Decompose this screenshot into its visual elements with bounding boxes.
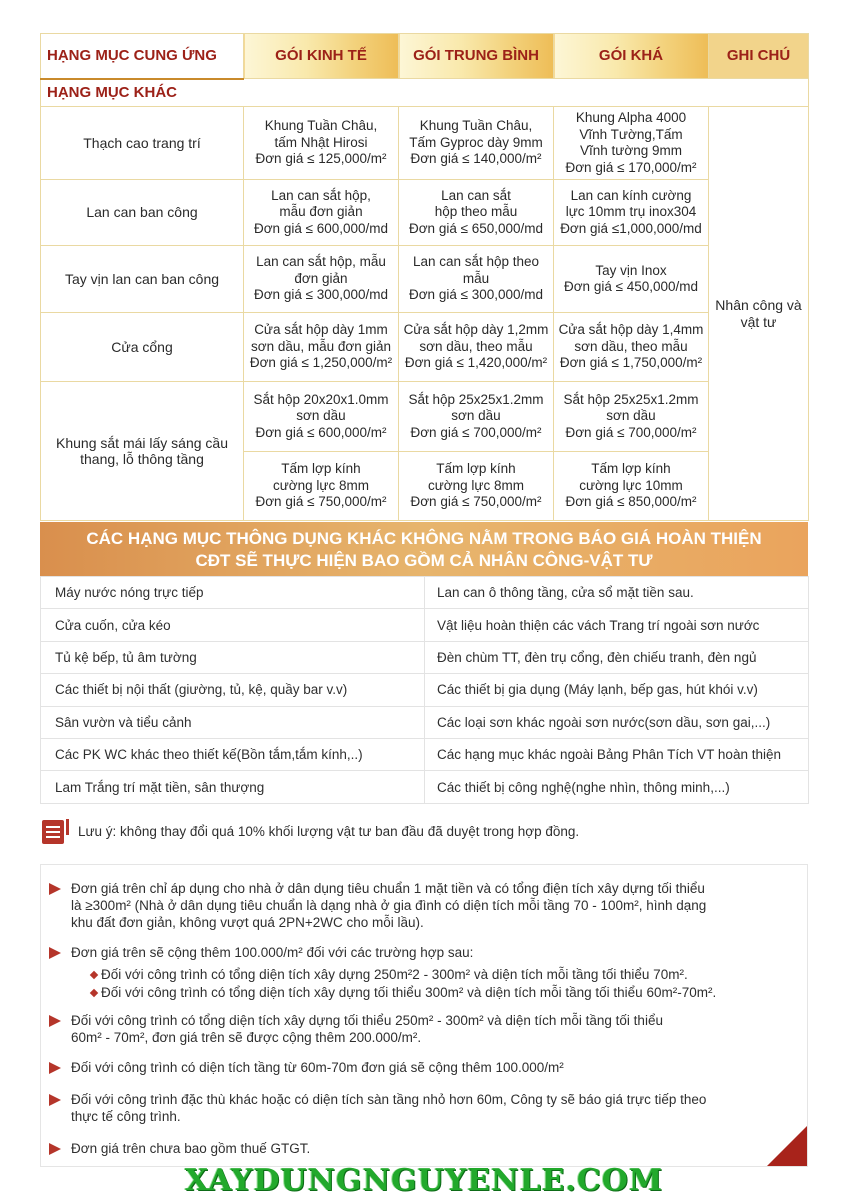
cell-economy: Khung Tuần Châu, tấm Nhật Hirosi Đơn giá ≤ 125,000/m² — [244, 107, 399, 180]
arrow-bullet-icon — [49, 883, 61, 895]
cell-good: Lan can kính cường lực 10mm trụ inox304 Đơn giá ≤1,000,000/md — [554, 180, 709, 246]
table-row — [41, 246, 809, 313]
list-item: Vật liệu hoàn thiện các vách Trang trí ngoài sơn nước — [425, 609, 809, 641]
row-category: Lan can ban công — [41, 180, 244, 246]
note-cell: Nhân công và vật tư — [709, 107, 809, 521]
note-text: Lưu ý: không thay đổi quá 10% khối lượng vật tư ban đầu đã duyệt trong hợp đồng. — [78, 823, 580, 839]
list-item: Máy nước nóng trực tiếp — [41, 577, 425, 609]
diamond-bullet-icon — [90, 989, 98, 997]
table-row — [41, 738, 809, 770]
cell-medium: Tấm lợp kính cường lực 8mm Đơn giá ≤ 750,000/m² — [399, 452, 554, 521]
cell-good: Tấm lợp kính cường lực 10mm Đơn giá ≤ 850,000/m² — [554, 452, 709, 521]
section-row — [41, 79, 809, 107]
table-row — [41, 641, 809, 673]
header-note: GHI CHÚ — [709, 34, 809, 79]
list-item: Tủ kệ bếp, tủ âm tường — [41, 641, 425, 673]
arrow-bullet-icon — [49, 1062, 61, 1074]
conditions-box — [40, 864, 808, 1167]
condition-item: Đối với công trình đặc thù khác hoặc có diện tích sàn tầng nhỏ hơn 60m, Công ty sẽ báo giá trực tiếp theo thực tế công trình. — [49, 1091, 801, 1125]
table-row — [41, 771, 809, 803]
header-good: GÓI KHÁ — [554, 34, 709, 79]
condition-item: Đối với công trình có tổng diện tích xây dựng tối thiểu 250m² - 300m² và diện tích mỗi tầng tối thiểu 60m² - 70m², đơn giá trên sẽ được cộng thêm 200.000/m². — [49, 1012, 801, 1046]
other-items-table — [40, 576, 809, 804]
list-item: Các loại sơn khác ngoài sơn nước(sơn dầu, sơn gai,...) — [425, 706, 809, 738]
arrow-bullet-icon — [49, 1015, 61, 1027]
condition-sub-item: Đối với công trình có tổng diện tích xây dựng tối thiểu 300m² và diện tích mỗi tầng tối thiểu 60m²-70m². — [91, 984, 716, 1001]
header-medium: GÓI TRUNG BÌNH — [399, 34, 554, 79]
list-item: Lam Trắng trí mặt tiền, sân thượng — [41, 771, 425, 803]
cell-economy: Cửa sắt hộp dày 1mm sơn dầu, mẫu đơn giản Đơn giá ≤ 1,250,000/m² — [244, 313, 399, 382]
cell-good: Cửa sắt hộp dày 1,4mm sơn dầu, theo mẫu Đơn giá ≤ 1,750,000/m² — [554, 313, 709, 382]
list-item: Cửa cuốn, cửa kéo — [41, 609, 425, 641]
list-item: Đèn chùm TT, đèn trụ cổng, đèn chiếu tranh, đèn ngủ — [425, 641, 809, 673]
table-header-row — [41, 34, 809, 79]
table-row — [41, 180, 809, 246]
condition-item: Đơn giá trên chỉ áp dụng cho nhà ở dân dụng tiêu chuẩn 1 mặt tiền và có tổng điện tích xây dựng tối thiểu là ≥300m² (Nhà ở dân dụng tiêu chuẩn là dạng nhà ở gia đình có diện tích mỗi tầng 70 - 100m², hình dạng khu đất đơn giản, không vượt quá 2PN+2WC cho mỗi lầu). — [49, 880, 801, 931]
cell-economy: Tấm lợp kính cường lực 8mm Đơn giá ≤ 750,000/m² — [244, 452, 399, 521]
section-title: HẠNG MỤC KHÁC — [41, 79, 809, 107]
table-row — [41, 674, 809, 706]
row-category: Khung sắt mái lấy sáng cầu thang, lỗ thông tầng — [41, 382, 244, 521]
condition-sub-item: Đối với công trình có tổng diện tích xây dựng 250m²2 - 300m² và diện tích mỗi tầng tối thiểu 70m². — [91, 966, 688, 983]
cell-medium: Sắt hộp 25x25x1.2mm sơn dầu Đơn giá ≤ 700,000/m² — [399, 382, 554, 452]
cell-good: Tay vịn Inox Đơn giá ≤ 450,000/md — [554, 246, 709, 313]
list-item: Sân vườn và tiểu cảnh — [41, 706, 425, 738]
arrow-bullet-icon — [49, 1143, 61, 1155]
table-row — [41, 609, 809, 641]
list-item: Lan can ô thông tầng, cửa sổ mặt tiền sau. — [425, 577, 809, 609]
table-row — [41, 313, 809, 382]
table-row — [41, 107, 809, 180]
cell-medium: Lan can sắt hộp theo mẫu Đơn giá ≤ 300,000/md — [399, 246, 554, 313]
list-item: Các hạng mục khác ngoài Bảng Phân Tích VT hoàn thiện — [425, 738, 809, 770]
row-category: Tay vịn lan can ban công — [41, 246, 244, 313]
condition-item: Đơn giá trên chưa bao gồm thuế GTGT. — [49, 1140, 801, 1157]
list-item: Các thiết bị nội thất (giường, tủ, kệ, quầy bar v.v) — [41, 674, 425, 706]
table-row — [41, 706, 809, 738]
cell-medium: Khung Tuần Châu, Tấm Gyproc dày 9mm Đơn giá ≤ 140,000/m² — [399, 107, 554, 180]
diamond-bullet-icon — [90, 971, 98, 979]
cell-medium: Cửa sắt hộp dày 1,2mm sơn dầu, theo mẫu Đơn giá ≤ 1,420,000/m² — [399, 313, 554, 382]
note-line — [40, 815, 808, 847]
header-economy: GÓI KINH TẾ — [244, 34, 399, 79]
condition-item: Đơn giá trên sẽ cộng thêm 100.000/m² đối với các trường hợp sau: — [49, 944, 801, 961]
banner-line-1: CÁC HẠNG MỤC THÔNG DỤNG KHÁC KHÔNG NẰM TRONG BÁO GIÁ HOÀN THIỆN — [86, 529, 762, 548]
corner-decoration — [767, 1126, 807, 1166]
cell-economy: Lan can sắt hộp, mẫu đơn giản Đơn giá ≤ 300,000/md — [244, 246, 399, 313]
list-item: Các thiết bị công nghệ(nghe nhìn, thông minh,...) — [425, 771, 809, 803]
cell-economy: Lan can sắt hộp, mẫu đơn giản Đơn giá ≤ 600,000/md — [244, 180, 399, 246]
table-row — [41, 382, 809, 452]
header-category: HẠNG MỤC CUNG ỨNG — [41, 34, 244, 79]
row-category: Cửa cổng — [41, 313, 244, 382]
cell-good: Sắt hộp 25x25x1.2mm sơn dầu Đơn giá ≤ 700,000/m² — [554, 382, 709, 452]
cell-medium: Lan can sắt hộp theo mẫu Đơn giá ≤ 650,000/md — [399, 180, 554, 246]
list-item: Các PK WC khác theo thiết kế(Bồn tắm,tắm kính,..) — [41, 738, 425, 770]
notebook-icon — [40, 816, 72, 846]
arrow-bullet-icon — [49, 947, 61, 959]
section-banner — [40, 522, 808, 576]
cell-good: Khung Alpha 4000 Vĩnh Tường,Tấm Vĩnh tường 9mm Đơn giá ≤ 170,000/m² — [554, 107, 709, 180]
table-row — [41, 577, 809, 609]
condition-item: Đối với công trình có diện tích tầng từ 60m-70m đơn giá sẽ cộng thêm 100.000/m² — [49, 1059, 801, 1076]
arrow-bullet-icon — [49, 1094, 61, 1106]
row-category: Thạch cao trang trí — [41, 107, 244, 180]
list-item: Các thiết bị gia dụng (Máy lạnh, bếp gas, hút khói v.v) — [425, 674, 809, 706]
cell-economy: Sắt hộp 20x20x1.0mm sơn dầu Đơn giá ≤ 600,000/m² — [244, 382, 399, 452]
footer-website: XAYDUNGNGUYENLE.COM — [184, 1163, 664, 1198]
pricing-table — [40, 33, 809, 521]
banner-line-2: CĐT SẼ THỰC HIỆN BAO GỒM CẢ NHÂN CÔNG-VẬT TƯ — [195, 551, 653, 570]
